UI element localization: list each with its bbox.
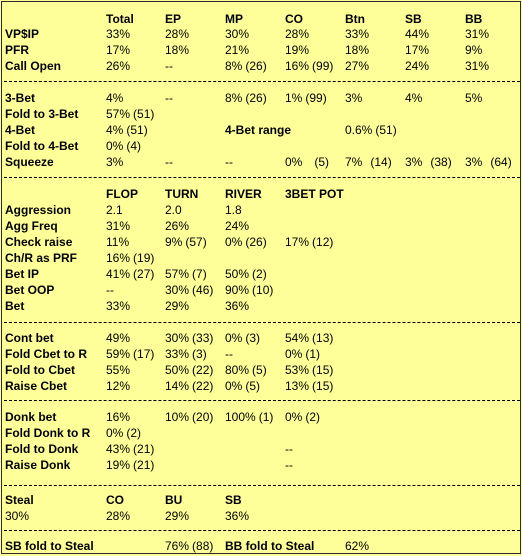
stat-value (225, 283, 273, 297)
stat-value (165, 363, 213, 377)
stat-value: 36% (225, 509, 250, 523)
stat-value (285, 91, 327, 105)
stat-value: -- (165, 155, 173, 169)
stat-val: 0% (225, 379, 243, 393)
sample-count: (2) (126, 426, 142, 440)
stat-value (106, 267, 154, 281)
sample-count: (46) (192, 283, 214, 297)
sample-count: (7) (192, 267, 207, 281)
stat-label: Raise Cbet (5, 379, 68, 393)
stat-value (165, 410, 213, 424)
stat-label: Check raise (5, 235, 73, 249)
stat-val: 2.1 (106, 203, 123, 217)
stat-val: 33% (106, 299, 131, 313)
sample-count: (21) (133, 442, 155, 456)
stat-label-vpip: VP$IP (5, 27, 40, 41)
stat-value: 28% (106, 509, 131, 523)
stat-value (165, 267, 207, 281)
col-header-sb: SB (405, 12, 422, 26)
stat-value (345, 123, 397, 137)
stat-val: 80% (225, 363, 250, 377)
stat-val: 17% (285, 235, 310, 249)
stat-value: -- (165, 91, 173, 105)
stat-val: 36% (225, 299, 250, 313)
stat-val: 8% (225, 91, 243, 105)
sample-count: (19) (133, 251, 155, 265)
stat-label-squeeze: Squeeze (5, 155, 54, 169)
stat-val: 24% (225, 219, 250, 233)
col-header-3bet-pot: 3BET POT (285, 187, 344, 201)
stat-value (225, 235, 267, 249)
stat-value (225, 267, 267, 281)
col-header-bu: BU (165, 493, 183, 507)
stat-value (225, 299, 249, 313)
stat-val: 55% (106, 363, 131, 377)
stat-val: 59% (106, 347, 131, 361)
stat-val: 0% (225, 235, 243, 249)
sample-count: (12) (312, 235, 334, 249)
stat-value (106, 442, 154, 456)
stat-label-sb-fold-to-steal: SB fold to Steal (5, 539, 94, 553)
stat-val: 3% (465, 155, 483, 169)
stat-value (165, 235, 207, 249)
col-header-sb: SB (225, 493, 242, 507)
stat-value (106, 458, 154, 472)
sample-count: (22) (192, 363, 214, 377)
stat-value (225, 331, 260, 345)
stat-label: Raise Donk (5, 458, 71, 472)
stat-value: 30% (5, 509, 30, 523)
stat-value: 33% (106, 27, 131, 41)
stat-value (165, 347, 207, 361)
col-header-ep: EP (165, 12, 182, 26)
stat-val: 0% (106, 139, 124, 153)
stat-value (165, 299, 189, 313)
section-divider (4, 322, 520, 323)
sample-count: (10) (252, 283, 274, 297)
stat-value: 5% (465, 91, 483, 105)
sample-count: (26) (245, 59, 267, 73)
stat-label-4bet-range: 4-Bet range (225, 123, 292, 137)
stat-value (106, 363, 130, 377)
col-header-co: CO (106, 493, 124, 507)
stat-value (165, 331, 213, 345)
stat-value: 28% (285, 27, 310, 41)
stat-label: Bet IP (5, 267, 40, 281)
stat-val: 8% (225, 59, 243, 73)
stat-val: 30% (165, 331, 190, 345)
stat-value (165, 539, 213, 553)
stat-val: 30% (165, 283, 190, 297)
sample-count: (1) (258, 410, 274, 424)
stat-value: -- (225, 155, 233, 169)
stat-val: 50% (225, 267, 250, 281)
stat-val: 14% (165, 379, 190, 393)
stat-value (106, 123, 148, 137)
stat-label: Fold to Donk (5, 442, 79, 456)
stat-value (225, 219, 249, 233)
stat-val: 16% (106, 251, 131, 265)
stat-val: 7% (345, 155, 363, 169)
stat-label: Fold to Cbet (5, 363, 75, 377)
stat-val: 10% (165, 410, 190, 424)
stat-label: Ch/R as PRF (5, 251, 78, 265)
sample-count: (1) (305, 347, 321, 361)
stat-value: 30% (225, 27, 250, 41)
poker-hud-panel (1, 1, 521, 554)
col-header-flop: FLOP (106, 187, 138, 201)
stat-val: 0% (225, 331, 243, 345)
stat-value: 31% (465, 27, 490, 41)
stat-val: 57% (165, 267, 190, 281)
section-divider (4, 485, 520, 486)
stat-value (165, 219, 189, 233)
stat-value (106, 251, 154, 265)
sample-count: (4) (126, 139, 142, 153)
stat-value: -- (285, 458, 293, 472)
stat-value: 29% (165, 509, 190, 523)
stat-val: 2.0 (165, 203, 182, 217)
stat-value: 18% (345, 43, 370, 57)
stat-value (106, 379, 130, 393)
sample-count: (5) (252, 363, 267, 377)
stat-value (106, 107, 154, 121)
stat-value: 21% (225, 43, 250, 57)
stat-value (225, 203, 242, 217)
stat-label-fold-to-4bet: Fold to 4-Bet (5, 139, 79, 153)
stat-label-fold-to-3bet: Fold to 3-Bet (5, 107, 79, 121)
sample-count: (33) (192, 331, 214, 345)
stat-value (285, 155, 329, 169)
stat-val: 76% (165, 539, 190, 553)
section-divider (4, 177, 520, 178)
stat-val: -- (225, 347, 233, 361)
stat-value (106, 410, 130, 424)
stat-value: 3% (106, 155, 124, 169)
stat-val: 16% (106, 410, 131, 424)
stat-val: 26% (165, 219, 190, 233)
stat-val: 0% (285, 155, 303, 169)
sample-count: (5) (314, 155, 330, 169)
stat-value: 44% (405, 27, 430, 41)
stat-value: -- (285, 442, 293, 456)
stat-value: 4% (106, 91, 124, 105)
stat-val: 29% (165, 299, 190, 313)
stat-val: 49% (106, 331, 131, 345)
stat-value (225, 410, 273, 424)
sample-count: (3) (192, 347, 207, 361)
stat-label-call-open: Call Open (5, 59, 62, 73)
sample-count: (15) (312, 363, 334, 377)
col-header-co: CO (285, 12, 303, 26)
sample-count: (21) (133, 458, 155, 472)
stat-value: 17% (405, 43, 430, 57)
stat-value (225, 347, 233, 361)
sample-count: (20) (192, 410, 214, 424)
stat-value (405, 155, 452, 169)
stat-label: Aggression (5, 203, 72, 217)
sample-count: (5) (245, 379, 261, 393)
stat-value: -- (165, 59, 173, 73)
sample-count: (13) (312, 331, 334, 345)
sample-count: (51) (126, 123, 148, 137)
stat-val: 0% (285, 347, 303, 361)
stat-val: 0.6% (345, 123, 373, 137)
stat-val: 41% (106, 267, 131, 281)
stat-label: Donk bet (5, 410, 57, 424)
stat-label: Cont bet (5, 331, 54, 345)
stat-val: 19% (106, 458, 131, 472)
stat-label-pfr: PFR (5, 43, 29, 57)
sample-count: (57) (185, 235, 207, 249)
stat-value: 24% (405, 59, 430, 73)
col-header-btn: Btn (345, 12, 365, 26)
stat-value (106, 426, 141, 440)
sample-count: (26) (245, 91, 267, 105)
stat-value (285, 331, 333, 345)
stat-val: 9% (165, 235, 183, 249)
stat-value (106, 203, 123, 217)
stat-label: Fold Donk to R (5, 426, 91, 440)
stat-value: 27% (345, 59, 370, 73)
stat-value (345, 155, 392, 169)
stat-label: Bet (5, 299, 25, 313)
section-divider (4, 81, 520, 82)
stat-val: 90% (225, 283, 250, 297)
stat-value (285, 235, 333, 249)
stat-value (285, 379, 333, 393)
stat-val: 0% (106, 426, 124, 440)
section-divider (4, 530, 520, 531)
sample-count: (22) (192, 379, 214, 393)
stat-val: 100% (225, 410, 256, 424)
sample-count: (26) (245, 235, 267, 249)
stat-value (106, 283, 114, 297)
sample-count: (88) (192, 539, 214, 553)
sample-count: (2) (252, 267, 267, 281)
stat-val: 3% (405, 155, 423, 169)
stat-val: 33% (165, 347, 190, 361)
stat-label: Bet OOP (5, 283, 55, 297)
col-header-mp: MP (225, 12, 243, 26)
stat-value: 19% (285, 43, 310, 57)
stat-val: 12% (106, 379, 131, 393)
stat-val: 4% (106, 123, 124, 137)
stat-label: Agg Freq (5, 219, 58, 233)
stat-val: 43% (106, 442, 131, 456)
sample-count: (51) (375, 123, 397, 137)
stat-value (106, 299, 130, 313)
stat-value (225, 379, 260, 393)
stat-val: 16% (285, 59, 310, 73)
stat-val: 1.8 (225, 203, 242, 217)
stat-value (225, 363, 267, 377)
stat-val: 13% (285, 379, 310, 393)
stat-value: 4% (405, 91, 423, 105)
stat-val: 50% (165, 363, 190, 377)
stat-val: 57% (106, 107, 131, 121)
stat-value: 26% (106, 59, 131, 73)
stat-val: 31% (106, 219, 131, 233)
stat-value (106, 235, 129, 249)
stat-value (225, 91, 267, 105)
stat-value (106, 219, 130, 233)
sample-count: (51) (133, 107, 155, 121)
stat-value: 31% (465, 59, 490, 73)
stat-value: 17% (106, 43, 131, 57)
stat-value: 33% (345, 27, 370, 41)
stat-value: 28% (165, 27, 190, 41)
stat-value (285, 59, 333, 73)
stat-value: 9% (465, 43, 483, 57)
stat-value (165, 379, 213, 393)
stat-val: 53% (285, 363, 310, 377)
stat-value (165, 203, 182, 217)
sample-count: (38) (430, 155, 452, 169)
sample-count: (99) (312, 59, 334, 73)
sample-count: (64) (490, 155, 512, 169)
col-header-total: Total (106, 12, 134, 26)
sample-count: (27) (133, 267, 155, 281)
stat-value (465, 155, 512, 169)
stat-val: 54% (285, 331, 310, 345)
stat-value (225, 59, 267, 73)
stat-value (165, 283, 213, 297)
sample-count: (99) (305, 91, 327, 105)
sample-count: (15) (312, 379, 334, 393)
stat-value (285, 410, 320, 424)
stat-label-bb-fold-to-steal: BB fold to Steal (225, 539, 315, 553)
sample-count: (17) (133, 347, 155, 361)
sample-count: (2) (305, 410, 321, 424)
stat-value (285, 347, 320, 361)
stat-val: 1% (285, 91, 303, 105)
stat-val: 11% (106, 235, 130, 249)
stat-value (106, 331, 130, 345)
stat-val: -- (106, 283, 114, 297)
section-divider (4, 400, 520, 401)
stat-value (285, 363, 333, 377)
sample-count: (3) (245, 331, 261, 345)
stat-value: 18% (165, 43, 190, 57)
col-header-river: RIVER (225, 187, 262, 201)
stat-value: 3% (345, 91, 363, 105)
stat-label-3bet: 3-Bet (5, 91, 36, 105)
stat-val: 0% (285, 410, 303, 424)
stat-value (106, 347, 154, 361)
col-header-turn: TURN (165, 187, 199, 201)
sample-count: (14) (370, 155, 392, 169)
col-header-bb: BB (465, 12, 483, 26)
stat-label-steal: Steal (5, 493, 34, 507)
stat-label-4bet: 4-Bet (5, 123, 36, 137)
stat-value: 62% (345, 539, 370, 553)
stat-value (106, 139, 141, 153)
stat-label: Fold Cbet to R (5, 347, 87, 361)
